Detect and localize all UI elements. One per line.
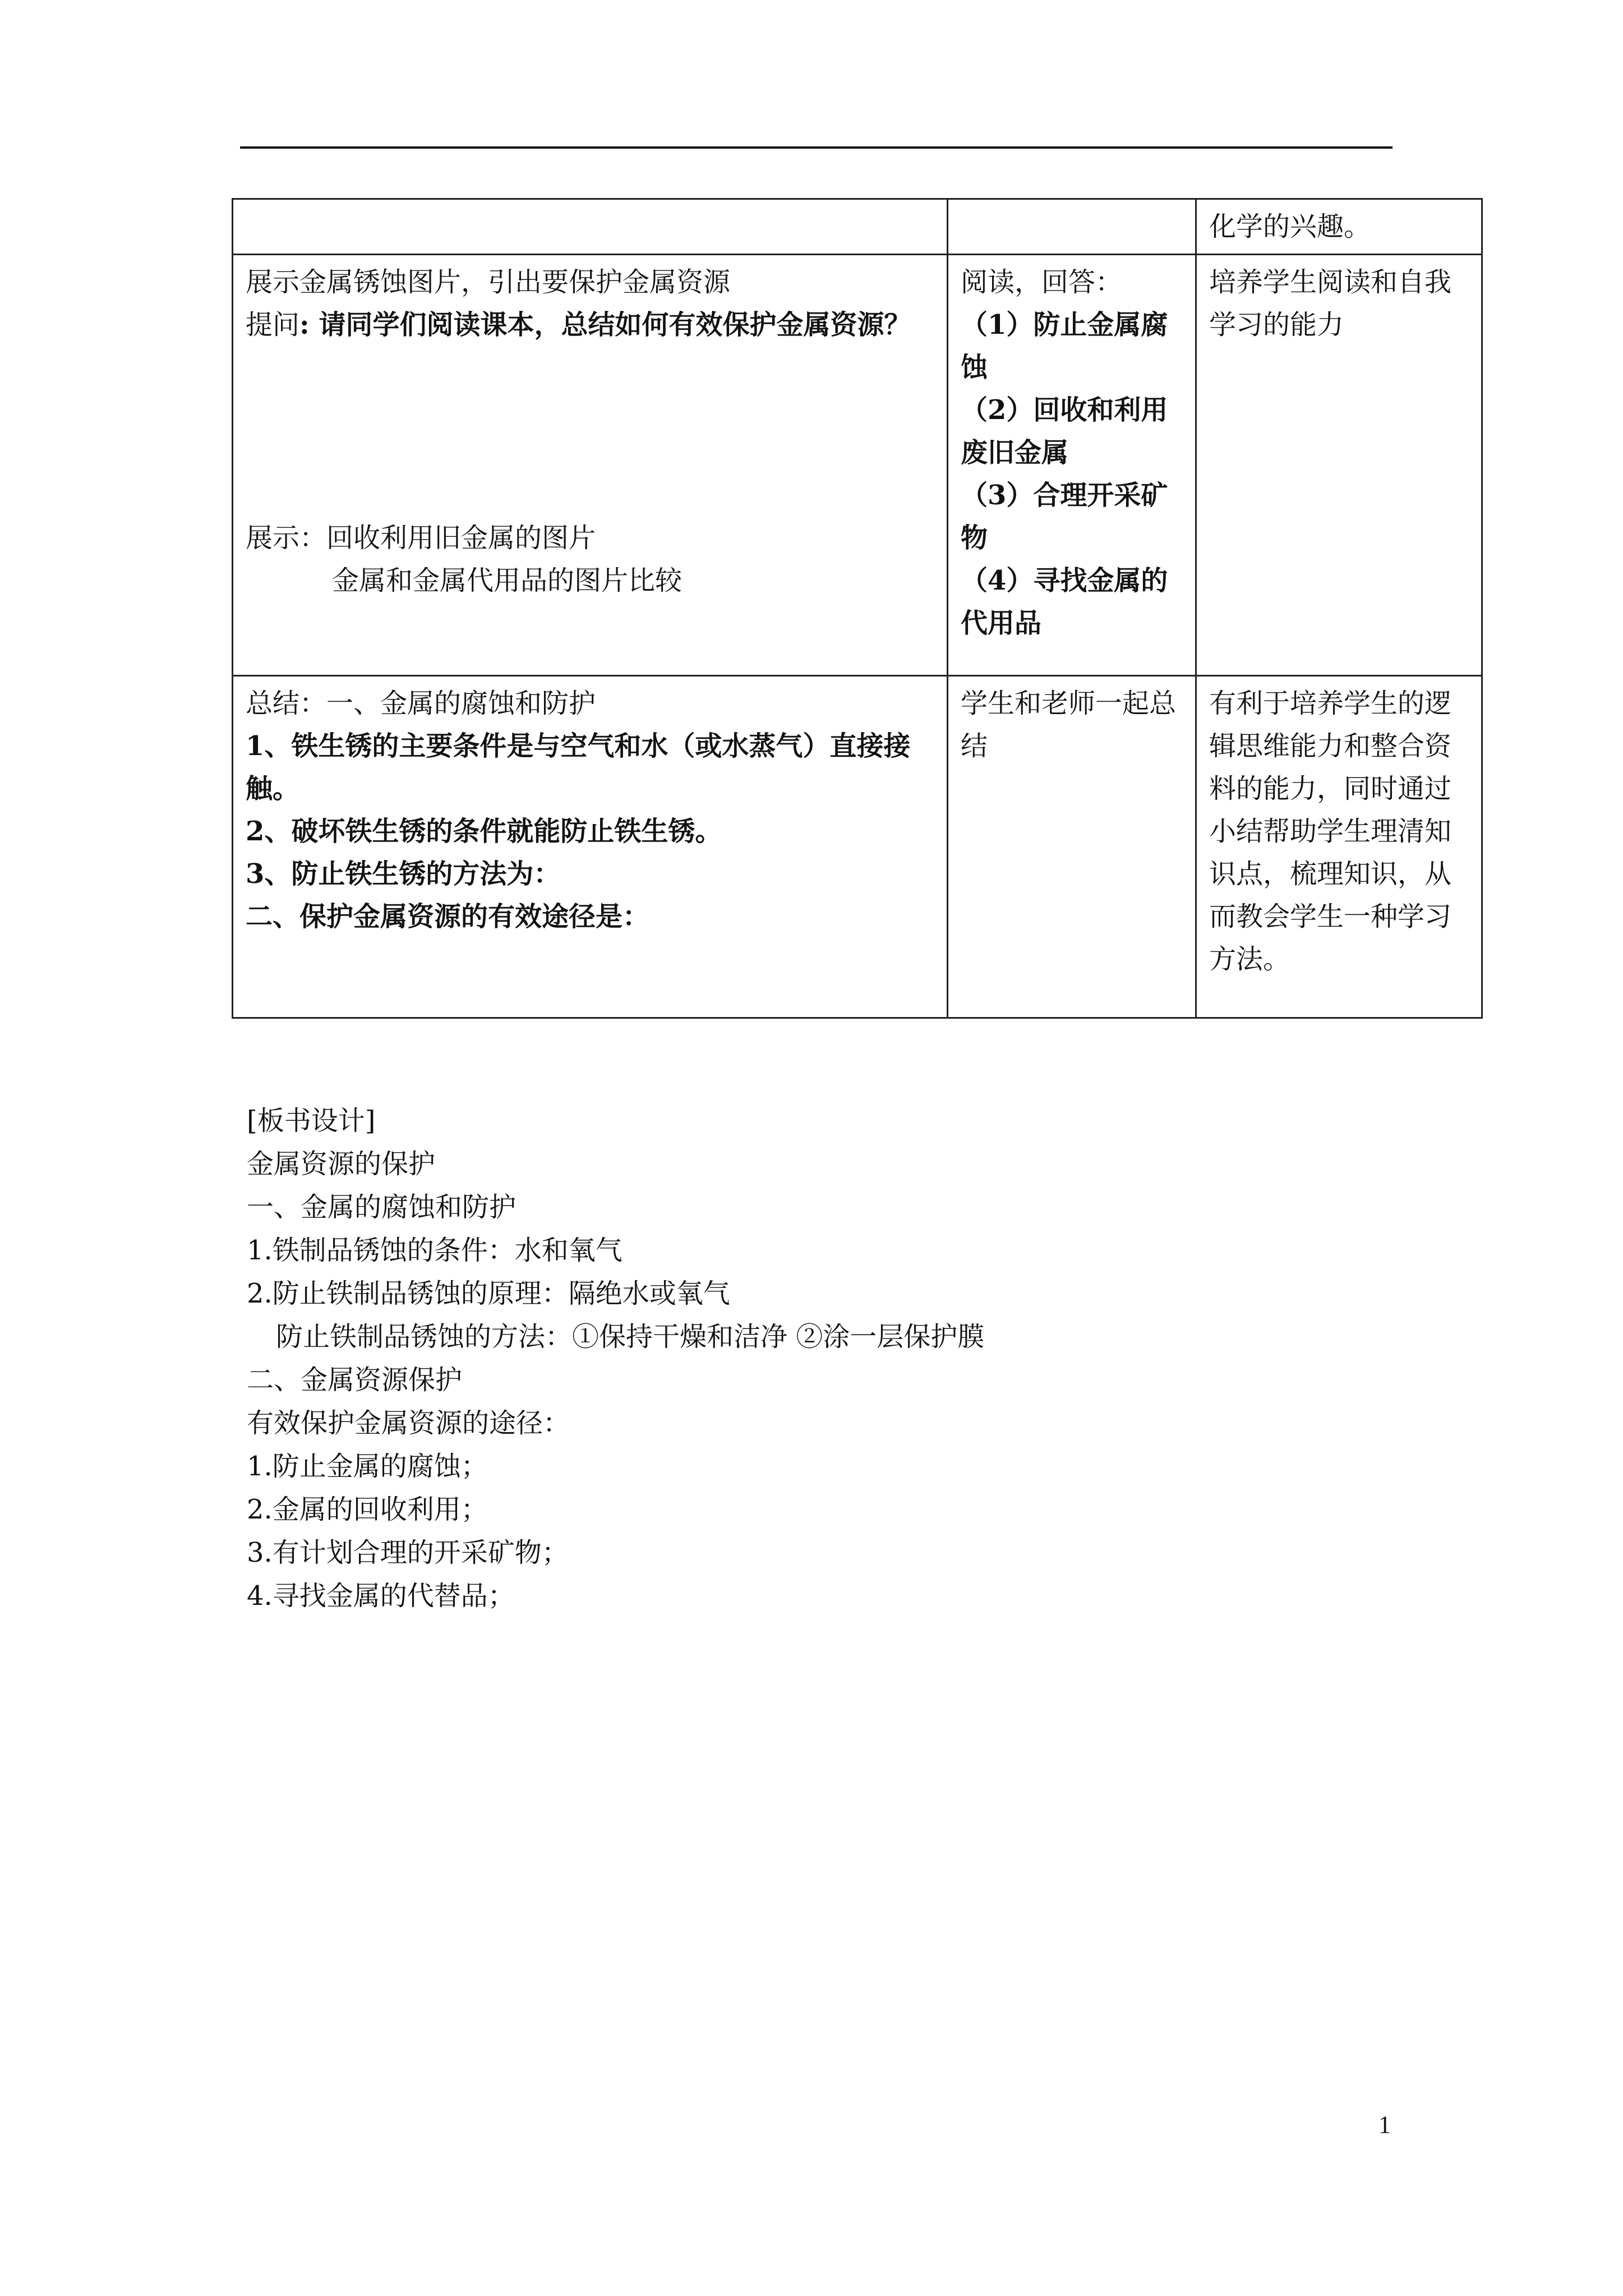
cell-text: 培养学生阅读和自我学习的能力 (1209, 266, 1452, 341)
cell-text: 展示金属锈蚀图片，引出要保护金属资源 (246, 266, 731, 298)
question-line (246, 303, 934, 346)
summary-point: 1、铁生锈的主要条件是与空气和水（或水蒸气）直接接触。 (246, 730, 911, 804)
board-line: 有效保护金属资源的途径： (247, 1407, 570, 1439)
board-line: 一、金属的腐蚀和防护 (247, 1191, 517, 1223)
board-line: 二、金属资源保护 (247, 1364, 463, 1396)
board-line: 3.有计划合理的开采矿物； (247, 1537, 569, 1568)
summary-point: 2、破坏铁生锈的条件就能防止铁生锈。 (246, 816, 722, 847)
lesson-table (232, 198, 1483, 1019)
answer-item: （1）防止金属腐蚀 (961, 309, 1168, 383)
question-label: 提问 (246, 309, 300, 341)
board-design (247, 1099, 984, 1618)
board-line: 金属资源的保护 (247, 1148, 436, 1180)
cell-text: 学生和老师一起总结 (961, 688, 1177, 762)
table-cell (948, 199, 1196, 255)
summary-point: 3、防止铁生锈的方法为： (246, 858, 561, 890)
cell-text: 总结：一、金属的腐蚀和防护 (246, 688, 596, 719)
table-cell (1196, 676, 1482, 1018)
table-row (233, 676, 1482, 1018)
answer-item: （4）寻找金属的代用品 (961, 565, 1168, 639)
table-cell (1196, 255, 1482, 676)
cell-text: 阅读，回答： (961, 266, 1123, 298)
header-rule (240, 146, 1393, 149)
table-cell (948, 676, 1196, 1018)
table-cell (233, 199, 948, 255)
page-number: 1 (1378, 2111, 1391, 2138)
cell-text: 有利于培养学生的逻辑思维能力和整合资料的能力，同时通过小结帮助学生理清知识点，梳理知识，从而教会学生一种学习方法。 (1209, 688, 1452, 975)
board-line: 2.防止铁制品锈蚀的原理：隔绝水或氧气 (247, 1278, 730, 1309)
question-text: : 请同学们阅读课本，总结如何有效保护金属资源？ (299, 309, 911, 341)
answer-item: （3）合理开采矿物 (961, 480, 1168, 554)
table-cell (233, 255, 948, 676)
board-line: 2.金属的回收利用； (247, 1494, 488, 1525)
table-cell: 化学的兴趣。 (1196, 199, 1482, 255)
answer-item: （2）回收和利用废旧金属 (961, 394, 1168, 468)
board-line: 防止铁制品锈蚀的方法：①保持干燥和洁净 ②涂一层保护膜 (276, 1321, 985, 1352)
board-line: 4.寻找金属的代替品； (247, 1580, 515, 1612)
board-line: 1.铁制品锈蚀的条件：水和氧气 (247, 1235, 623, 1266)
board-line: 1.防止金属的腐蚀； (247, 1451, 488, 1482)
table-row (233, 255, 1482, 676)
summary-point: 二、保护金属资源的有效途径是： (246, 901, 650, 932)
table-cell (233, 676, 948, 1018)
table-row (233, 199, 1482, 255)
cell-text: 金属和金属代用品的图片比较 (332, 565, 683, 596)
table-cell (948, 255, 1196, 676)
board-heading: [板书设计] (247, 1105, 376, 1137)
cell-text: 展示：回收利用旧金属的图片 (246, 522, 596, 554)
spacer (246, 346, 934, 517)
